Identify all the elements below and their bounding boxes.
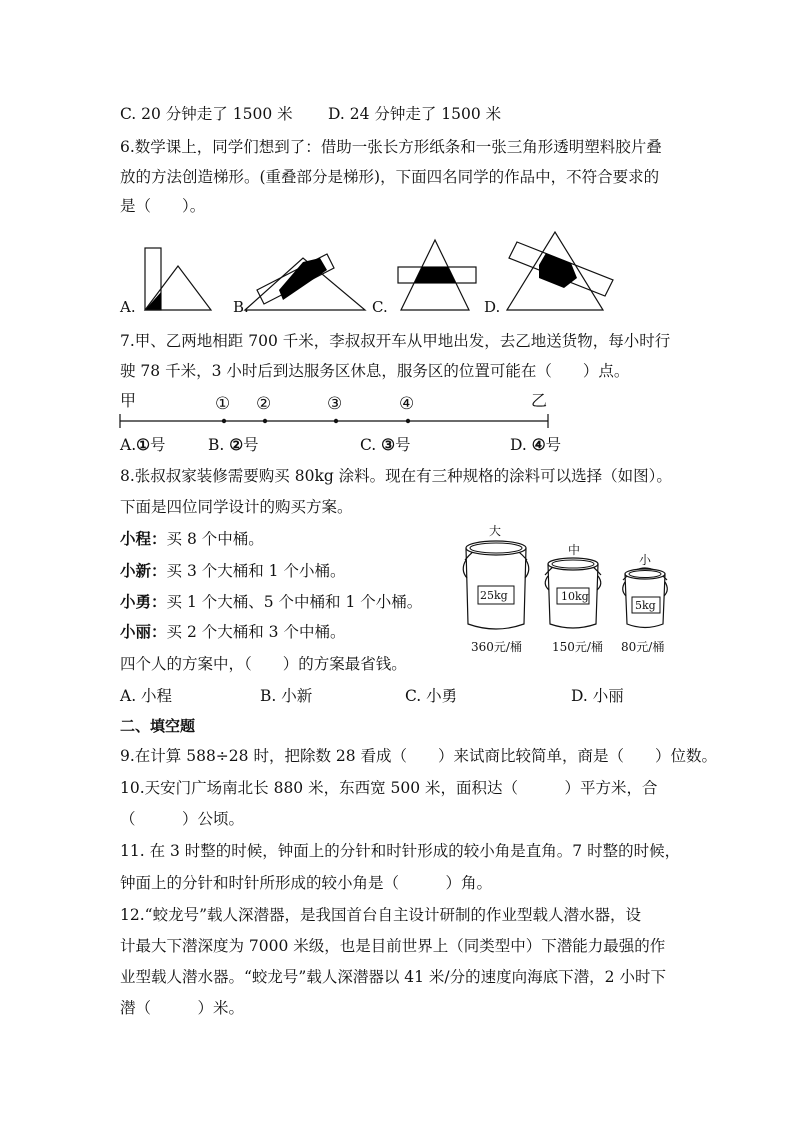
q7-text-line-1: 7.甲、乙两地相距 700 千米，李叔叔开车从甲地出发，去乙地送货物，每小时行 [120,332,671,350]
bucket-small-size: 小 [639,553,652,567]
section-2-heading: 二、填空题 [120,717,196,735]
bucket-medium-size: 中 [568,543,581,557]
q6-text-line-3: 是（ ）。 [120,197,206,215]
q7-point-2-label: ② [256,394,272,414]
bucket-medium-weight: 10kg [561,590,589,603]
q8-plan-2: 小新：买 3 个大桶和 1 个小桶。 [120,561,346,580]
q8-buckets-figure [455,520,675,640]
bucket-small-price: 80元/桶 [621,640,665,654]
q7-option-d: D. ④号 [510,435,562,454]
q8-text-line-1: 8.张叔叔家装修需要购买 80kg 涂料。现在有三种规格的涂料可以选择（如图）。 [120,467,672,485]
q6-figure-c [398,240,476,310]
q8-text-line-2: 下面是四位同学设计的购买方案。 [120,498,353,516]
bucket-large-weight: 25kg [480,589,508,602]
q6-label-d: D. [484,298,501,316]
q10-text-line-1: 10.天安门广场南北长 880 米，东西宽 500 米，面积达（ ）平方米，合 [120,779,658,797]
q7-option-b: B. ②号 [208,435,259,454]
q7-option-a: A.①号 [120,435,166,454]
q8-option-d: D. 小丽 [571,687,624,705]
bucket-large-price: 360元/桶 [471,640,522,654]
q12-text-line-1: 12.“蛟龙号”载人深潜器，是我国首台自主设计研制的作业型载人潜水器，设 [120,906,642,924]
q8-plan-4: 小丽：买 2 个大桶和 3 个中桶。 [120,622,346,641]
q8-plan-3: 小勇：买 1 个大桶、5 个中桶和 1 个小桶。 [120,592,423,611]
q7-option-c: C. ③号 [360,435,411,454]
q6-label-c: C. [372,298,388,316]
q11-text-line-1: 11. 在 3 时整的时候，钟面上的分针和时针形成的较小角是直角。7 时整的时候， [120,842,681,860]
q5-option-c: C. 20 分钟走了 1500 米 [120,105,293,123]
q8-plan-1: 小程：买 8 个中桶。 [120,529,264,548]
q7-text-line-2: 驶 78 千米，3 小时后到达服务区休息，服务区的位置可能在（ ）点。 [120,362,630,380]
q8-option-b: B. 小新 [260,687,313,705]
q6-figure-a [145,248,211,310]
q6-label-a: A. [120,298,136,316]
bucket-large-size: 大 [489,524,502,538]
q12-text-line-3: 业型载人潜水器。“蛟龙号”载人深潜器以 41 米/分的速度向海底下潜，2 小时下 [120,968,666,986]
q6-label-b: B. [233,298,249,316]
q6-figure-d [507,232,613,310]
q6-figures [115,228,615,318]
q7-point-4-label: ④ [399,394,415,414]
q9-text: 9.在计算 588÷28 时，把除数 28 看成（ ）来试商比较简单，商是（ ）位数。 [120,747,718,765]
q8-option-c: C. 小勇 [405,687,458,705]
bucket-small-weight: 5kg [635,599,656,612]
q7-end-label: 乙 [531,391,548,410]
q7-number-line [118,412,558,432]
q12-text-line-2: 计最大下潜深度为 7000 米级，也是目前世界上（同类型中）下潜能力最强的作 [120,937,666,955]
q6-figure-b [245,254,365,310]
q6-text-line-1: 6.数学课上，同学们想到了：借助一张长方形纸条和一张三角形透明塑料胶片叠 [120,138,662,156]
bucket-small-icon [623,568,668,628]
q6-text-line-2: 放的方法创造梯形。(重叠部分是梯形)，下面四名同学的作品中，不符合要求的 [120,168,660,186]
q7-point-1-label: ① [215,394,231,414]
q7-start-label: 甲 [120,391,137,410]
q8-option-a: A. 小程 [120,687,173,705]
bucket-large-icon [463,541,529,629]
q11-text-line-2: 钟面上的分针和时针所形成的较小角是（ ）角。 [120,874,493,892]
q12-text-line-4: 潜（ ）米。 [120,999,245,1017]
q7-point-3-label: ③ [327,394,343,414]
q5-option-d: D. 24 分钟走了 1500 米 [328,105,502,123]
bucket-medium-price: 150元/桶 [552,640,603,654]
q8-question: 四个人的方案中，（ ）的方案最省钱。 [120,655,407,673]
q10-text-line-2: （ ）公顷。 [120,810,245,828]
